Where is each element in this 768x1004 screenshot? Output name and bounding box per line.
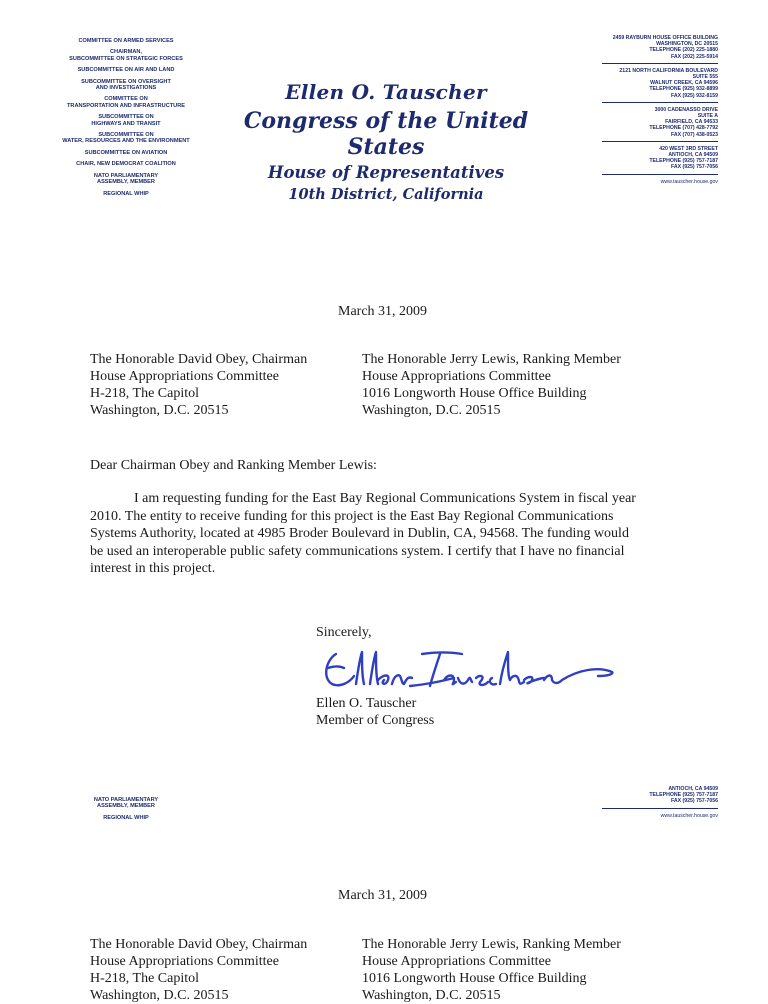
house-title: House of Representatives <box>267 163 505 182</box>
address-line: H-218, The Capitol <box>90 386 200 401</box>
subcommittee-on-label: SUBCOMMITTEE ON <box>98 114 154 121</box>
address-line: Washington, D.C. 20515 <box>362 988 501 1003</box>
office-walnut-creek <box>602 68 718 103</box>
address-line: The Honorable Jerry Lewis, Ranking Member <box>362 937 621 952</box>
office-an-line: TELEPHONE (925) 757-7187 <box>649 792 718 799</box>
nato-label: NATO PARLIAMENTARY <box>93 172 159 179</box>
address-line: The Honorable David Obey, Chairman <box>90 937 308 952</box>
subcommittee-aviation: SUBCOMMITTEE ON AVIATION <box>84 149 168 156</box>
second-page-addressee-right <box>362 936 621 1004</box>
second-page-right-column <box>602 786 718 819</box>
address-line: The Honorable David Obey, Chairman <box>90 352 308 367</box>
office-wc-line: 2121 NORTH CALIFORNIA BOULEVARD <box>619 67 718 74</box>
subcommittee-highways: HIGHWAYS AND TRANSIT <box>91 120 161 127</box>
office-ff-line: FAX (707) 438-0523 <box>670 131 718 138</box>
letter-body-paragraph <box>90 490 690 578</box>
letterhead-right-column <box>602 35 718 185</box>
office-wc-line: TELEPHONE (925) 932-8899 <box>649 86 718 93</box>
office-ff-line: FAIRFIELD, CA 94533 <box>665 119 718 126</box>
address-line: 1016 Longworth House Office Building <box>362 971 587 986</box>
subcommittee-strategic-forces: SUBCOMMITTEE ON STRATEGIC FORCES <box>69 55 183 62</box>
body-line: interest in this project. <box>90 561 216 576</box>
office-dc-line: TELEPHONE (202) 225-1880 <box>649 47 718 54</box>
address-line: Washington, D.C. 20515 <box>362 403 501 418</box>
chairman-label: CHAIRMAN, <box>109 49 142 56</box>
body-line: 2010. The entity to receive funding for this project is the East Bay Regional Communications <box>90 508 614 524</box>
address-line: House Appropriations Committee <box>90 954 279 969</box>
committee-transportation: TRANSPORTATION AND INFRASTRUCTURE <box>67 102 185 109</box>
addressee-left <box>90 351 307 419</box>
office-wc-line: WALNUT CREEK, CA 94596 <box>650 80 718 87</box>
address-line: 1016 Longworth House Office Building <box>362 386 587 401</box>
district-title: 10th District, California <box>288 186 484 203</box>
letterhead-title-block <box>236 80 536 203</box>
letter-date: March 31, 2009 <box>338 304 428 319</box>
signer-name: Ellen O. Tauscher <box>316 696 417 711</box>
addressee-right <box>362 351 621 419</box>
address-line: House Appropriations Committee <box>362 954 551 969</box>
office-wc-line: SUITE 555 <box>692 74 718 81</box>
office-an-line: ANTIOCH, CA 94509 <box>668 786 718 792</box>
second-page-left-column <box>40 797 212 826</box>
office-an-line: ANTIOCH, CA 94509 <box>668 152 718 159</box>
office-dc-line: 2459 RAYBURN HOUSE OFFICE BUILDING <box>612 35 718 41</box>
subcommittee-air-land: SUBCOMMITTEE ON AIR AND LAND <box>77 67 175 74</box>
assembly-member-label: ASSEMBLY, MEMBER <box>97 803 155 810</box>
office-an-line: FAX (925) 757-7056 <box>670 164 718 171</box>
chair-new-democrat: CHAIR, NEW DEMOCRAT COALITION <box>76 161 176 168</box>
member-name-title: Ellen O. Tauscher <box>285 80 487 104</box>
office-ff-line: TELEPHONE (707) 428-7792 <box>649 125 718 132</box>
committee-on-label: COMMITTEE ON <box>104 96 148 103</box>
office-an-line: TELEPHONE (925) 757-7187 <box>649 158 718 165</box>
office-ff-line: SUITE A <box>697 113 718 120</box>
body-line: Systems Authority, located at 4985 Broder Boulevard in Dublin, CA, 94568. The funding would <box>90 526 629 541</box>
letterhead-left-column <box>40 38 212 202</box>
regional-whip-label: REGIONAL WHIP <box>103 814 149 821</box>
office-wc-line: FAX (925) 932-8159 <box>670 92 718 99</box>
office-an-line: FAX (925) 757-7056 <box>670 798 718 805</box>
office-dc-line: WASHINGTON, DC 20515 <box>656 41 718 48</box>
subcommittee-water: WATER, RESOURCES AND THE ENVIRONMENT <box>62 138 190 145</box>
committee-armed-services: COMMITTEE ON ARMED SERVICES <box>78 38 174 44</box>
address-line: House Appropriations Committee <box>90 369 279 384</box>
signature-image <box>318 640 618 700</box>
office-dc-line: FAX (202) 225-5914 <box>670 53 718 60</box>
nato-label: NATO PARLIAMENTARY <box>93 797 159 803</box>
assembly-member-label: ASSEMBLY, MEMBER <box>97 179 155 186</box>
office-ff-line: 3000 CADENASSO DRIVE <box>654 106 718 113</box>
address-line: Washington, D.C. 20515 <box>90 403 229 418</box>
address-line: House Appropriations Committee <box>362 369 551 384</box>
closing: Sincerely, <box>316 625 372 640</box>
office-antioch <box>602 786 718 809</box>
congress-title: Congress of the United States <box>243 108 529 160</box>
office-fairfield <box>602 107 718 142</box>
regional-whip-label: REGIONAL WHIP <box>103 190 149 197</box>
office-antioch <box>602 146 718 175</box>
subcommittee-oversight: SUBCOMMITTEE ON OVERSIGHT <box>81 78 171 85</box>
website-link[interactable]: www.tauscher.house.gov <box>660 178 718 185</box>
office-an-line: 420 WEST 3RD STREET <box>659 145 718 152</box>
investigations-label: AND INVESTIGATIONS <box>95 85 157 92</box>
signer-title: Member of Congress <box>316 713 435 728</box>
office-dc <box>602 35 718 64</box>
website-link[interactable]: www.tauscher.house.gov <box>660 812 718 819</box>
subcommittee-on-label-2: SUBCOMMITTEE ON <box>98 132 154 139</box>
body-line: I am requesting funding for the East Bay Regional Communications System in fiscal year <box>134 491 636 506</box>
salutation: Dear Chairman Obey and Ranking Member Lewis: <box>90 458 377 473</box>
address-line: H-218, The Capitol <box>90 971 200 986</box>
body-line: be used an interoperable public safety communications system. I certify that I have no financial <box>90 543 625 559</box>
address-line: The Honorable Jerry Lewis, Ranking Member <box>362 352 621 367</box>
second-page-addressee-left <box>90 936 307 1004</box>
address-line: Washington, D.C. 20515 <box>90 988 229 1003</box>
second-page-date: March 31, 2009 <box>338 888 428 903</box>
